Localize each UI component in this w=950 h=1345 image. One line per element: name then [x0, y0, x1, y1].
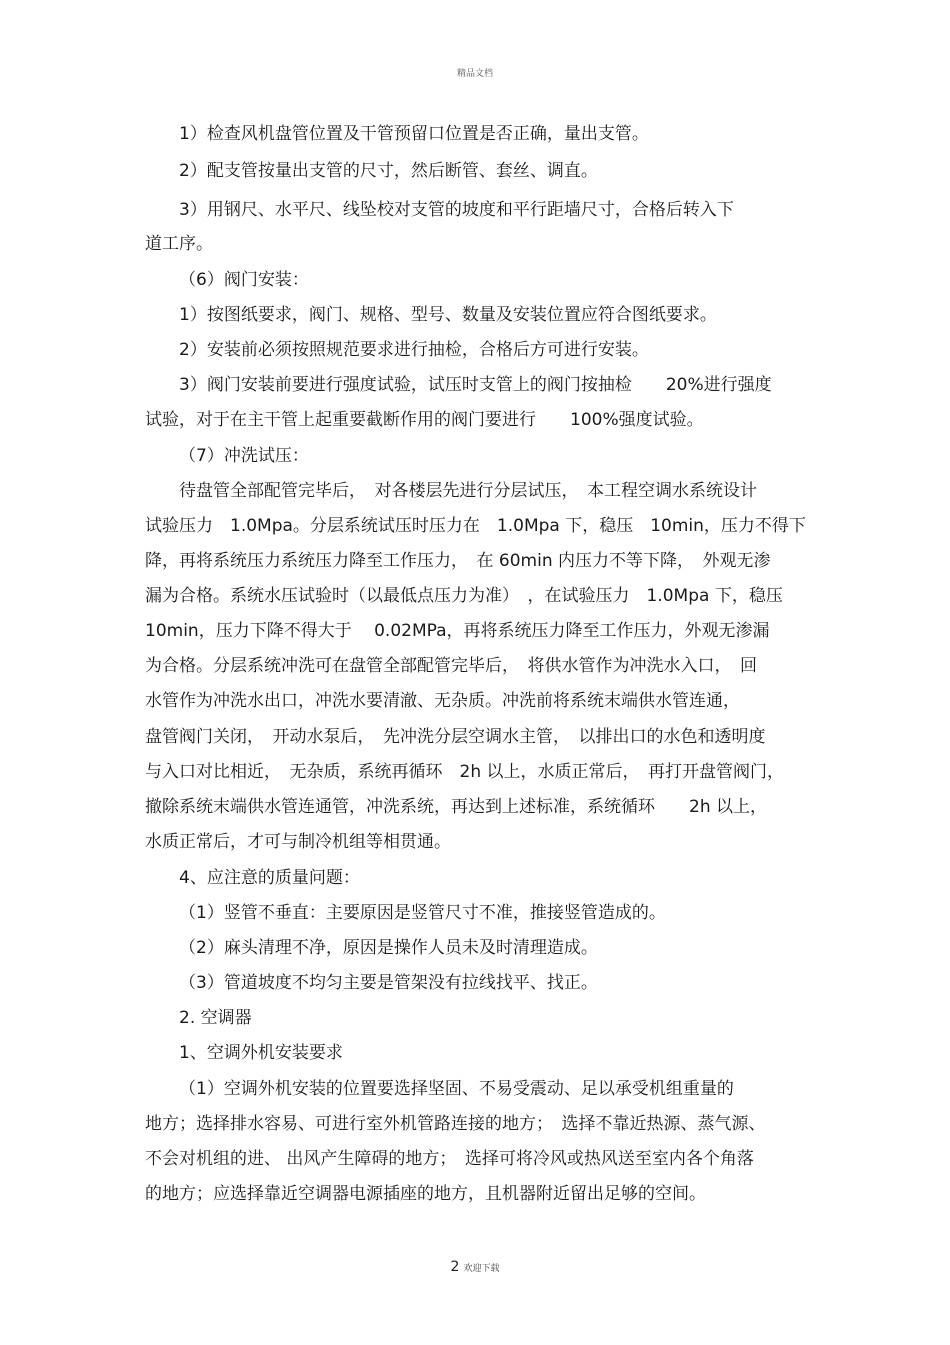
text-line: 试验，对于在主干管上起重要截断作用的阀门要进行 100%强度试验。	[145, 410, 704, 430]
text-line: （2）麻头清理不净，原因是操作人员未及时清理造成。	[179, 938, 598, 958]
text-line: 水质正常后，才可与制冷机组等相贯通。	[145, 832, 451, 852]
text-line: 为合格。分层系统冲洗可在盘管全部配管完毕后， 将供水管作为冲洗水入口， 回	[145, 656, 757, 676]
text-line: 道工序。	[145, 234, 213, 254]
text-line: （3）管道坡度不均匀主要是管架没有拉线找平、找正。	[179, 973, 598, 993]
text-line: 2）配支管按量出支管的尺寸，然后断管、套丝、调直。	[179, 161, 598, 181]
text-line: 水管作为冲洗水出口，冲洗水要清澈、无杂质。冲洗前将系统末端供水管连通，	[145, 691, 740, 711]
text-line: 撤除系统末端供水管连通管，冲洗系统，再达到上述标准，系统循环 2h 以上，	[145, 797, 767, 817]
page-number: 2	[450, 1259, 460, 1275]
text-line: 降，再将系统压力系统压力降至工作压力， 在 60min 内压力不等下降， 外观无渗	[145, 551, 771, 571]
text-line: 1）按图纸要求，阀门、规格、型号、数量及安装位置应符合图纸要求。	[179, 305, 717, 325]
text-line: 盘管阀门关闭， 开动水泵后， 先冲洗分层空调水主管， 以排出口的水色和透明度	[145, 727, 766, 747]
text-line: 的地方；应选择靠近空调器电源插座的地方，且机器附近留出足够的空间。	[145, 1184, 706, 1204]
text-line: 3）用钢尺、水平尺、线坠校对支管的坡度和平行距墙尺寸，合格后转入下	[179, 200, 734, 220]
text-line: 3）阀门安装前要进行强度试验，试压时支管上的阀门按抽检 20%进行强度	[179, 375, 772, 395]
text-line: 4、应注意的质量问题：	[179, 868, 360, 888]
text-line: 待盘管全部配管完毕后， 对各楼层先进行分层试压， 本工程空调水系统设计	[179, 481, 757, 501]
text-line: 漏为合格。系统水压试验时（以最低点压力为准） ，在试验压力 1.0Mpa 下，稳压	[145, 586, 783, 606]
text-line: 不会对机组的进、 出风产生障碍的地方； 选择可将冷风或热风送至室内各个角落	[145, 1149, 754, 1169]
page-footer	[0, 1259, 950, 1275]
text-line: 10min，压力下降不得大于 0.02MPa，再将系统压力降至工作压力，外观无渗漏	[145, 621, 770, 641]
text-line: 与入口对比相近， 无杂质，系统再循环 2h 以上，水质正常后， 再打开盘管阀门，	[145, 762, 784, 782]
text-line: 1、空调外机安装要求	[179, 1043, 343, 1063]
text-line: 2）安装前必须按照规范要求进行抽检，合格后方可进行安装。	[179, 340, 649, 360]
text-line: （1）竖管不垂直：主要原因是竖管尺寸不准，推接竖管造成的。	[179, 903, 666, 923]
text-line: 试验压力 1.0Mpa。分层系统试压时压力在 1.0Mpa 下，稳压 10min，压力不得下	[145, 516, 806, 536]
page-header: 精品文档	[456, 69, 493, 79]
text-line: （7）冲洗试压：	[179, 446, 309, 466]
text-line: 2. 空调器	[179, 1008, 252, 1028]
footer-text: 欢迎下载	[463, 1264, 500, 1274]
text-line: （1）空调外机安装的位置要选择坚固、不易受震动、足以承受机组重量的	[179, 1079, 734, 1099]
text-line: 地方；选择排水容易、可进行室外机管路连接的地方； 选择不靠近热源、蒸气源、	[145, 1114, 766, 1134]
text-line: （6）阀门安装：	[179, 270, 309, 290]
text-line: 1）检查风机盘管位置及干管预留口位置是否正确，量出支管。	[179, 124, 649, 144]
